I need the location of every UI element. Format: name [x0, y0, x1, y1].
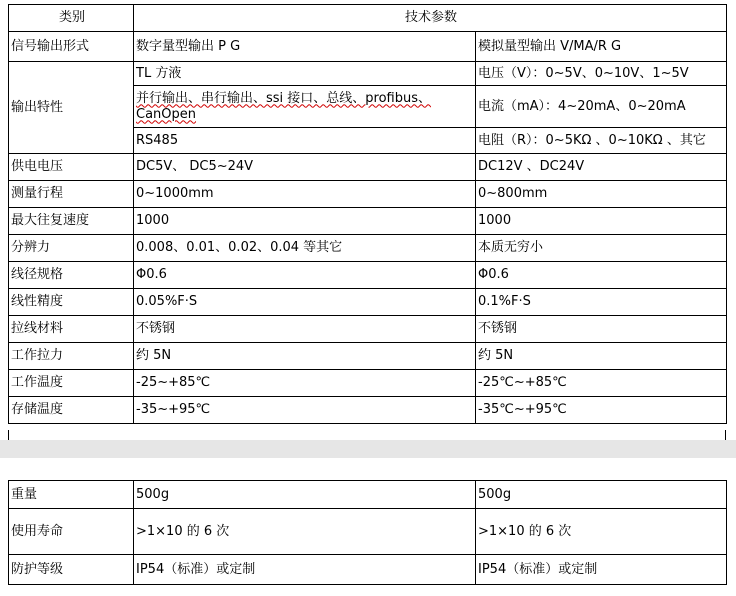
row-label: 分辨力	[9, 235, 134, 262]
analog-cell: -35℃~+95℃	[476, 397, 727, 424]
pg-cell: 数字量型输出 P G	[134, 32, 476, 62]
pg-cell: -35~+95℃	[134, 397, 476, 424]
spec-table-top	[8, 4, 727, 424]
pg-cell: 约 5N	[134, 343, 476, 370]
row-label: 工作拉力	[9, 343, 134, 370]
table-row	[9, 154, 727, 181]
pg-cell: 0.008、0.01、0.02、0.04 等其它	[134, 235, 476, 262]
header-category: 类别	[9, 5, 134, 32]
page-break-edge-left	[8, 430, 9, 440]
analog-cell: 不锈钢	[476, 316, 727, 343]
pg-cell: >1×10 的 6 次	[134, 509, 476, 555]
table-row	[9, 62, 727, 86]
header-tech-params: 技术参数	[134, 5, 727, 32]
pg-cell: RS485	[134, 128, 476, 154]
table-row	[9, 509, 727, 555]
spec-table-bottom	[8, 480, 727, 585]
row-label: 测量行程	[9, 181, 134, 208]
row-label: 使用寿命	[9, 509, 134, 555]
table-row	[9, 32, 727, 62]
table-header-row	[9, 5, 727, 32]
pg-cell: TL 方液	[134, 62, 476, 86]
pg-cell: DC5V、 DC5~24V	[134, 154, 476, 181]
row-label: 拉线材料	[9, 316, 134, 343]
page-break-edge-right	[725, 430, 726, 440]
analog-cell: 1000	[476, 208, 727, 235]
table-row	[9, 370, 727, 397]
analog-cell: DC12V 、DC24V	[476, 154, 727, 181]
analog-cell: 本质无穷小	[476, 235, 727, 262]
row-label: 线径规格	[9, 262, 134, 289]
page-break-divider	[0, 440, 736, 458]
row-label: 信号输出形式	[9, 32, 134, 62]
pg-cell-interfaces	[134, 86, 476, 128]
row-label: 最大往复速度	[9, 208, 134, 235]
pg-cell: 1000	[134, 208, 476, 235]
row-label: 工作温度	[9, 370, 134, 397]
analog-cell: 约 5N	[476, 343, 727, 370]
table-row	[9, 397, 727, 424]
row-label: 重量	[9, 481, 134, 509]
analog-cell: IP54（标准）或定制	[476, 555, 727, 585]
table-row	[9, 481, 727, 509]
analog-cell: 0.1%F·S	[476, 289, 727, 316]
pg-cell: -25~+85℃	[134, 370, 476, 397]
row-label: 输出特性	[9, 62, 134, 154]
row-label: 防护等级	[9, 555, 134, 585]
analog-cell: 电流（mA）：4~20mA、0~20mA	[476, 86, 727, 128]
pg-cell: 0.05%F·S	[134, 289, 476, 316]
table-row	[9, 181, 727, 208]
table-row	[9, 262, 727, 289]
analog-cell: >1×10 的 6 次	[476, 509, 727, 555]
analog-cell: 500g	[476, 481, 727, 509]
pg-cell: 不锈钢	[134, 316, 476, 343]
row-label: 供电电压	[9, 154, 134, 181]
analog-cell: 电阻（R）：0~5KΩ 、0~10KΩ 、其它	[476, 128, 727, 154]
table-row	[9, 343, 727, 370]
pg-cell: 500g	[134, 481, 476, 509]
table-row	[9, 208, 727, 235]
row-label: 存储温度	[9, 397, 134, 424]
analog-cell: -25℃~+85℃	[476, 370, 727, 397]
analog-cell: 电压（V）：0~5V、0~10V、1~5V	[476, 62, 727, 86]
table-row	[9, 316, 727, 343]
analog-cell: Φ0.6	[476, 262, 727, 289]
table-row	[9, 555, 727, 585]
analog-cell: 0~800mm	[476, 181, 727, 208]
pg-cell: 0~1000mm	[134, 181, 476, 208]
row-label: 线性精度	[9, 289, 134, 316]
pg-cell: Φ0.6	[134, 262, 476, 289]
pg-cell: IP54（标准）或定制	[134, 555, 476, 585]
table-row	[9, 289, 727, 316]
pg-interfaces-text: 并行输出、串行输出、ssi 接口、总线、profibus、CanOpen	[136, 90, 432, 122]
table-row	[9, 235, 727, 262]
analog-cell: 模拟量型输出 V/MA/R G	[476, 32, 727, 62]
